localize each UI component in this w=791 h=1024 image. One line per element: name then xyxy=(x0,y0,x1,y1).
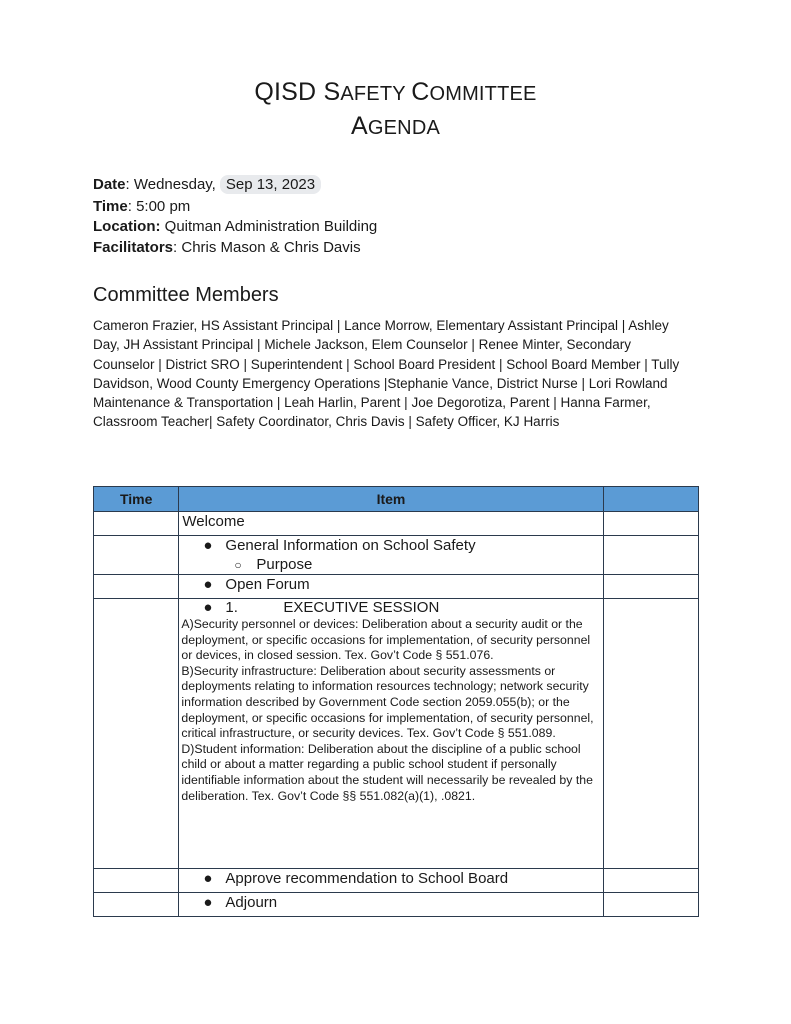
executive-paragraph-a: A)Security personnel or devices: Deliberation about a security audit or the deployment, or specific occasions for implementation, of security personnel or devices, in closed session. Tex. Gov’t Code § 551.076. xyxy=(181,617,591,663)
executive-paragraph-b: B)Security infrastructure: Deliberation about security assessments or deployments relating to information resources technology; network security information described by Government Code section 2059.055(b); or the deployment, or specific occasions for implementation, of security personnel, critical infrastructure, or security devices. Tex. Gov’t Code § 551.089. xyxy=(181,663,594,741)
executive-session-heading: ● 1. EXECUTIVE SESSION xyxy=(203,599,440,616)
open-forum-item: ● Open Forum xyxy=(203,576,310,593)
meta-date: Date: Wednesday, Sep 13, 2023 xyxy=(93,176,321,193)
table-header-row xyxy=(94,487,699,512)
table-row xyxy=(94,893,699,917)
members-list: Cameron Frazier, HS Assistant Principal | Lance Morrow, Elementary Assistant Principal | Ashley Day, JH Assistant Principal | Michele Jackson, Elem Counselor | Renee Minter, Secondary Counselor | District SRO | Superintendent | School Board President | School Board Member | Tully Davidson, Wood County Emergency Operations |Stephanie Vance, District Nurse | Lori Rowland Maintenance & Transportation | Leah Harlin, Parent | Joe Degorotiza, Parent | Hanna Farmer, Classroom Teacher| Safety Coordinator, Chris Davis | Safety Officer, KJ Harris xyxy=(93,318,680,430)
table-row xyxy=(94,575,699,599)
circle-bullet-icon: ○ xyxy=(234,558,242,572)
document-subtitle: AGENDA xyxy=(351,112,440,140)
bullet-icon: ● xyxy=(203,576,213,593)
table-row xyxy=(94,869,699,893)
adjourn-item: ● Adjourn xyxy=(203,894,278,911)
meta-time: Time: 5:00 pm xyxy=(93,198,191,215)
meta-location: Location: Quitman Administration Building xyxy=(93,218,378,235)
bullet-icon: ● xyxy=(203,894,213,911)
header-item: Item xyxy=(179,487,603,512)
document-title: QISD SAFETY COMMITTEE xyxy=(254,78,537,106)
approve-item: ● Approve recommendation to School Board xyxy=(203,870,509,887)
general-info-item: ● General Information on School Safety xyxy=(203,537,476,554)
bullet-icon: ● xyxy=(203,537,213,554)
bullet-icon: ● xyxy=(203,599,213,616)
purpose-item: ○ Purpose xyxy=(234,556,313,573)
table-row xyxy=(94,536,699,575)
header-time: Time xyxy=(94,487,179,512)
table-row xyxy=(94,512,699,536)
members-heading: Committee Members xyxy=(93,284,279,306)
agenda-table xyxy=(93,486,699,917)
executive-paragraph-d: D)Student information: Deliberation about the discipline of a public school child or about a matter regarding a public school student if personally identifiable information about the student will necessarily be revealed by the deliberation. Tex. Gov’t Code §§ 551.082(a)(1), .0821. xyxy=(181,741,593,803)
date-chip[interactable]: Sep 13, 2023 xyxy=(220,175,321,194)
welcome-item: Welcome xyxy=(182,513,245,530)
meta-facilitators: Facilitators: Chris Mason & Chris Davis xyxy=(93,239,361,256)
bullet-icon: ● xyxy=(203,870,213,887)
header-extra xyxy=(603,487,698,512)
table-row xyxy=(94,599,699,869)
